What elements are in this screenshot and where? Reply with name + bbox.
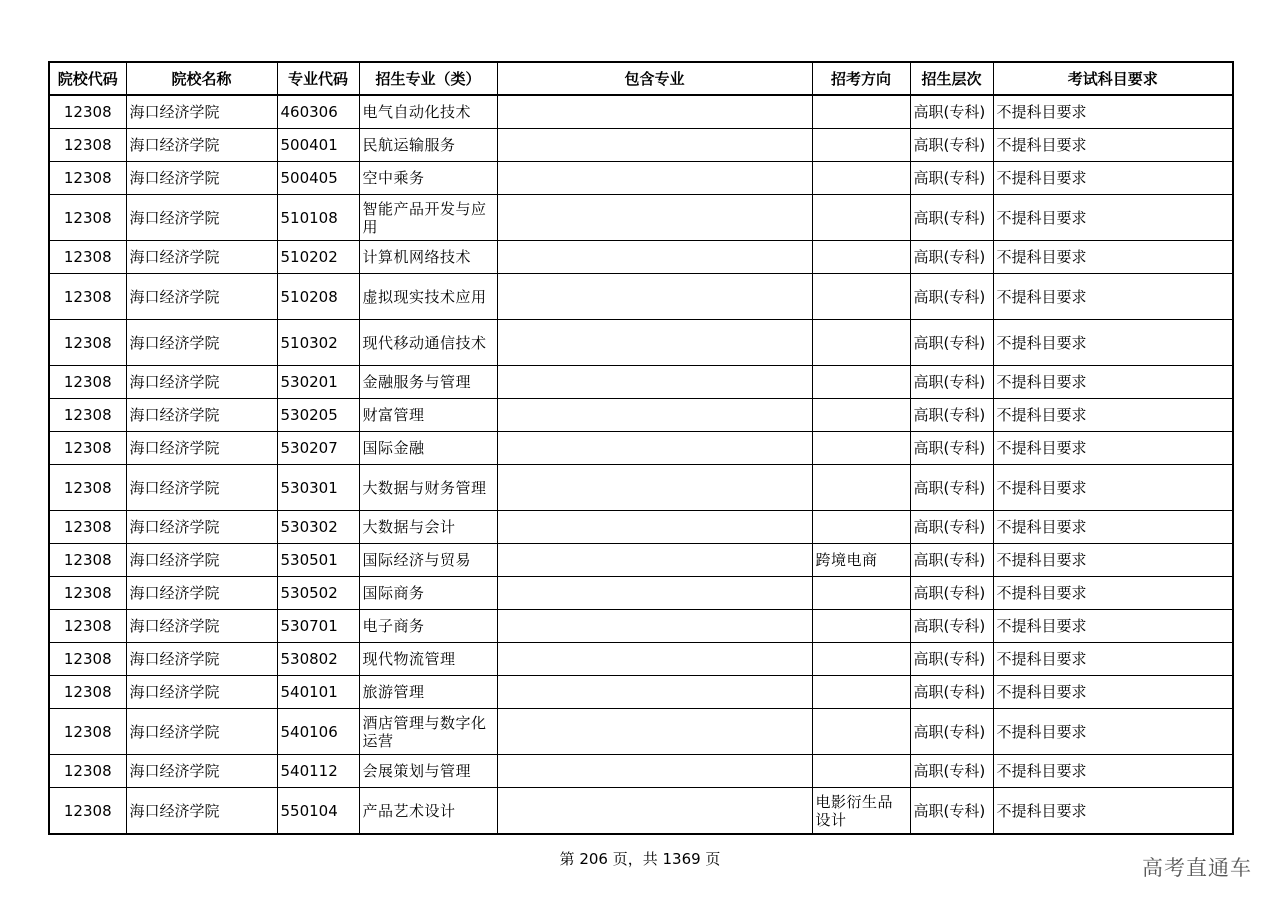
cell-school-name: 海口经济学院 <box>126 511 277 544</box>
cell-included-majors <box>497 465 812 511</box>
cell-level: 高职(专科) <box>910 788 993 835</box>
cell-school-name: 海口经济学院 <box>126 195 277 241</box>
table-row <box>49 511 1233 544</box>
cell-exam-requirement: 不提科目要求 <box>993 709 1233 755</box>
cell-major: 国际经济与贸易 <box>359 544 497 577</box>
cell-level: 高职(专科) <box>910 755 993 788</box>
cell-school-code: 12308 <box>49 162 126 195</box>
table-row <box>49 643 1233 676</box>
cell-school-name: 海口经济学院 <box>126 577 277 610</box>
header-school-code: 院校代码 <box>49 62 126 95</box>
cell-school-name: 海口经济学院 <box>126 544 277 577</box>
cell-direction <box>812 366 910 399</box>
cell-included-majors <box>497 643 812 676</box>
cell-major-code: 540106 <box>277 709 359 755</box>
cell-major: 电子商务 <box>359 610 497 643</box>
cell-included-majors <box>497 676 812 709</box>
cell-major-code: 530205 <box>277 399 359 432</box>
admissions-table <box>48 61 1234 835</box>
cell-level: 高职(专科) <box>910 162 993 195</box>
cell-direction <box>812 511 910 544</box>
cell-exam-requirement: 不提科目要求 <box>993 320 1233 366</box>
cell-major: 旅游管理 <box>359 676 497 709</box>
cell-included-majors <box>497 274 812 320</box>
cell-major: 大数据与财务管理 <box>359 465 497 511</box>
cell-school-code: 12308 <box>49 610 126 643</box>
cell-major-code: 530301 <box>277 465 359 511</box>
cell-included-majors <box>497 129 812 162</box>
cell-included-majors <box>497 241 812 274</box>
cell-direction <box>812 465 910 511</box>
cell-exam-requirement: 不提科目要求 <box>993 195 1233 241</box>
cell-level: 高职(专科) <box>910 676 993 709</box>
cell-major-code: 550104 <box>277 788 359 835</box>
cell-school-name: 海口经济学院 <box>126 788 277 835</box>
cell-major: 金融服务与管理 <box>359 366 497 399</box>
cell-level: 高职(专科) <box>910 195 993 241</box>
cell-major: 现代物流管理 <box>359 643 497 676</box>
cell-included-majors <box>497 755 812 788</box>
table-row <box>49 788 1233 835</box>
cell-major: 虚拟现实技术应用 <box>359 274 497 320</box>
table-row <box>49 274 1233 320</box>
cell-included-majors <box>497 544 812 577</box>
cell-included-majors <box>497 709 812 755</box>
cell-direction <box>812 241 910 274</box>
cell-major: 民航运输服务 <box>359 129 497 162</box>
cell-school-name: 海口经济学院 <box>126 610 277 643</box>
cell-direction <box>812 755 910 788</box>
header-level: 招生层次 <box>910 62 993 95</box>
cell-school-code: 12308 <box>49 129 126 162</box>
cell-exam-requirement: 不提科目要求 <box>993 610 1233 643</box>
page-number: 第 206 页，共 1369 页 <box>559 850 721 868</box>
cell-major-code: 530701 <box>277 610 359 643</box>
cell-exam-requirement: 不提科目要求 <box>993 129 1233 162</box>
cell-school-name: 海口经济学院 <box>126 274 277 320</box>
cell-direction <box>812 709 910 755</box>
table-row <box>49 755 1233 788</box>
cell-school-name: 海口经济学院 <box>126 320 277 366</box>
cell-level: 高职(专科) <box>910 366 993 399</box>
cell-school-name: 海口经济学院 <box>126 241 277 274</box>
table-row <box>49 95 1233 129</box>
cell-major: 国际商务 <box>359 577 497 610</box>
cell-included-majors <box>497 162 812 195</box>
table-row <box>49 399 1233 432</box>
cell-exam-requirement: 不提科目要求 <box>993 95 1233 129</box>
cell-school-code: 12308 <box>49 788 126 835</box>
cell-major-code: 460306 <box>277 95 359 129</box>
cell-level: 高职(专科) <box>910 274 993 320</box>
cell-major-code: 500405 <box>277 162 359 195</box>
cell-major: 产品艺术设计 <box>359 788 497 835</box>
cell-major: 智能产品开发与应用 <box>359 195 497 241</box>
cell-exam-requirement: 不提科目要求 <box>993 399 1233 432</box>
cell-major-code: 530502 <box>277 577 359 610</box>
cell-direction <box>812 274 910 320</box>
cell-exam-requirement: 不提科目要求 <box>993 643 1233 676</box>
cell-major: 电气自动化技术 <box>359 95 497 129</box>
cell-included-majors <box>497 788 812 835</box>
cell-major: 计算机网络技术 <box>359 241 497 274</box>
table-header-row <box>49 62 1233 95</box>
cell-major: 财富管理 <box>359 399 497 432</box>
cell-school-code: 12308 <box>49 511 126 544</box>
cell-exam-requirement: 不提科目要求 <box>993 274 1233 320</box>
cell-school-code: 12308 <box>49 465 126 511</box>
cell-major-code: 540112 <box>277 755 359 788</box>
table-row <box>49 577 1233 610</box>
cell-exam-requirement: 不提科目要求 <box>993 755 1233 788</box>
cell-major-code: 510108 <box>277 195 359 241</box>
cell-major: 空中乘务 <box>359 162 497 195</box>
cell-major: 大数据与会计 <box>359 511 497 544</box>
cell-level: 高职(专科) <box>910 465 993 511</box>
cell-direction <box>812 95 910 129</box>
cell-school-code: 12308 <box>49 643 126 676</box>
cell-school-name: 海口经济学院 <box>126 709 277 755</box>
cell-school-code: 12308 <box>49 95 126 129</box>
cell-direction <box>812 162 910 195</box>
header-major-code: 专业代码 <box>277 62 359 95</box>
cell-included-majors <box>497 577 812 610</box>
table-row <box>49 544 1233 577</box>
cell-major: 现代移动通信技术 <box>359 320 497 366</box>
cell-direction <box>812 399 910 432</box>
cell-major-code: 510208 <box>277 274 359 320</box>
cell-level: 高职(专科) <box>910 95 993 129</box>
cell-exam-requirement: 不提科目要求 <box>993 676 1233 709</box>
cell-included-majors <box>497 399 812 432</box>
cell-level: 高职(专科) <box>910 610 993 643</box>
cell-school-code: 12308 <box>49 676 126 709</box>
cell-school-code: 12308 <box>49 274 126 320</box>
cell-exam-requirement: 不提科目要求 <box>993 788 1233 835</box>
header-school-name: 院校名称 <box>126 62 277 95</box>
cell-direction <box>812 643 910 676</box>
table-row <box>49 320 1233 366</box>
cell-major-code: 530802 <box>277 643 359 676</box>
cell-included-majors <box>497 366 812 399</box>
cell-direction <box>812 676 910 709</box>
table-row <box>49 241 1233 274</box>
cell-direction: 跨境电商 <box>812 544 910 577</box>
cell-school-code: 12308 <box>49 709 126 755</box>
table-row <box>49 709 1233 755</box>
cell-level: 高职(专科) <box>910 643 993 676</box>
cell-level: 高职(专科) <box>910 511 993 544</box>
cell-school-name: 海口经济学院 <box>126 366 277 399</box>
table-row <box>49 162 1233 195</box>
cell-school-code: 12308 <box>49 432 126 465</box>
cell-school-name: 海口经济学院 <box>126 162 277 195</box>
cell-school-code: 12308 <box>49 755 126 788</box>
header-direction: 招考方向 <box>812 62 910 95</box>
cell-exam-requirement: 不提科目要求 <box>993 162 1233 195</box>
cell-exam-requirement: 不提科目要求 <box>993 366 1233 399</box>
cell-school-name: 海口经济学院 <box>126 755 277 788</box>
cell-major-code: 510302 <box>277 320 359 366</box>
cell-included-majors <box>497 511 812 544</box>
cell-direction <box>812 320 910 366</box>
cell-school-code: 12308 <box>49 577 126 610</box>
cell-included-majors <box>497 195 812 241</box>
cell-major-code: 500401 <box>277 129 359 162</box>
watermark-text: 高考直通车 <box>1142 856 1252 880</box>
cell-exam-requirement: 不提科目要求 <box>993 544 1233 577</box>
table-row <box>49 366 1233 399</box>
cell-school-code: 12308 <box>49 241 126 274</box>
cell-major-code: 530501 <box>277 544 359 577</box>
cell-major-code: 510202 <box>277 241 359 274</box>
cell-level: 高职(专科) <box>910 399 993 432</box>
cell-school-name: 海口经济学院 <box>126 129 277 162</box>
cell-exam-requirement: 不提科目要求 <box>993 241 1233 274</box>
cell-direction <box>812 195 910 241</box>
table-row <box>49 195 1233 241</box>
cell-major-code: 540101 <box>277 676 359 709</box>
cell-level: 高职(专科) <box>910 320 993 366</box>
cell-level: 高职(专科) <box>910 709 993 755</box>
cell-school-code: 12308 <box>49 399 126 432</box>
cell-included-majors <box>497 320 812 366</box>
cell-direction <box>812 432 910 465</box>
cell-exam-requirement: 不提科目要求 <box>993 577 1233 610</box>
cell-school-name: 海口经济学院 <box>126 432 277 465</box>
cell-level: 高职(专科) <box>910 432 993 465</box>
header-included-majors: 包含专业 <box>497 62 812 95</box>
cell-major: 酒店管理与数字化运营 <box>359 709 497 755</box>
cell-direction: 电影衍生品设计 <box>812 788 910 835</box>
cell-level: 高职(专科) <box>910 544 993 577</box>
header-major: 招生专业（类） <box>359 62 497 95</box>
table-row <box>49 610 1233 643</box>
cell-major-code: 530302 <box>277 511 359 544</box>
cell-exam-requirement: 不提科目要求 <box>993 511 1233 544</box>
cell-school-code: 12308 <box>49 195 126 241</box>
cell-major-code: 530207 <box>277 432 359 465</box>
cell-school-name: 海口经济学院 <box>126 399 277 432</box>
cell-level: 高职(专科) <box>910 577 993 610</box>
cell-school-name: 海口经济学院 <box>126 465 277 511</box>
cell-exam-requirement: 不提科目要求 <box>993 465 1233 511</box>
table-row <box>49 465 1233 511</box>
cell-school-name: 海口经济学院 <box>126 676 277 709</box>
cell-major: 会展策划与管理 <box>359 755 497 788</box>
cell-included-majors <box>497 432 812 465</box>
cell-level: 高职(专科) <box>910 241 993 274</box>
cell-included-majors <box>497 610 812 643</box>
cell-school-code: 12308 <box>49 366 126 399</box>
cell-major: 国际金融 <box>359 432 497 465</box>
cell-exam-requirement: 不提科目要求 <box>993 432 1233 465</box>
table-body <box>49 95 1233 834</box>
table-row <box>49 129 1233 162</box>
cell-school-name: 海口经济学院 <box>126 95 277 129</box>
cell-direction <box>812 610 910 643</box>
cell-direction <box>812 129 910 162</box>
cell-school-code: 12308 <box>49 320 126 366</box>
table-row <box>49 676 1233 709</box>
cell-level: 高职(专科) <box>910 129 993 162</box>
table-row <box>49 432 1233 465</box>
cell-direction <box>812 577 910 610</box>
cell-included-majors <box>497 95 812 129</box>
cell-major-code: 530201 <box>277 366 359 399</box>
cell-school-name: 海口经济学院 <box>126 643 277 676</box>
header-exam-requirement: 考试科目要求 <box>993 62 1233 95</box>
cell-school-code: 12308 <box>49 544 126 577</box>
